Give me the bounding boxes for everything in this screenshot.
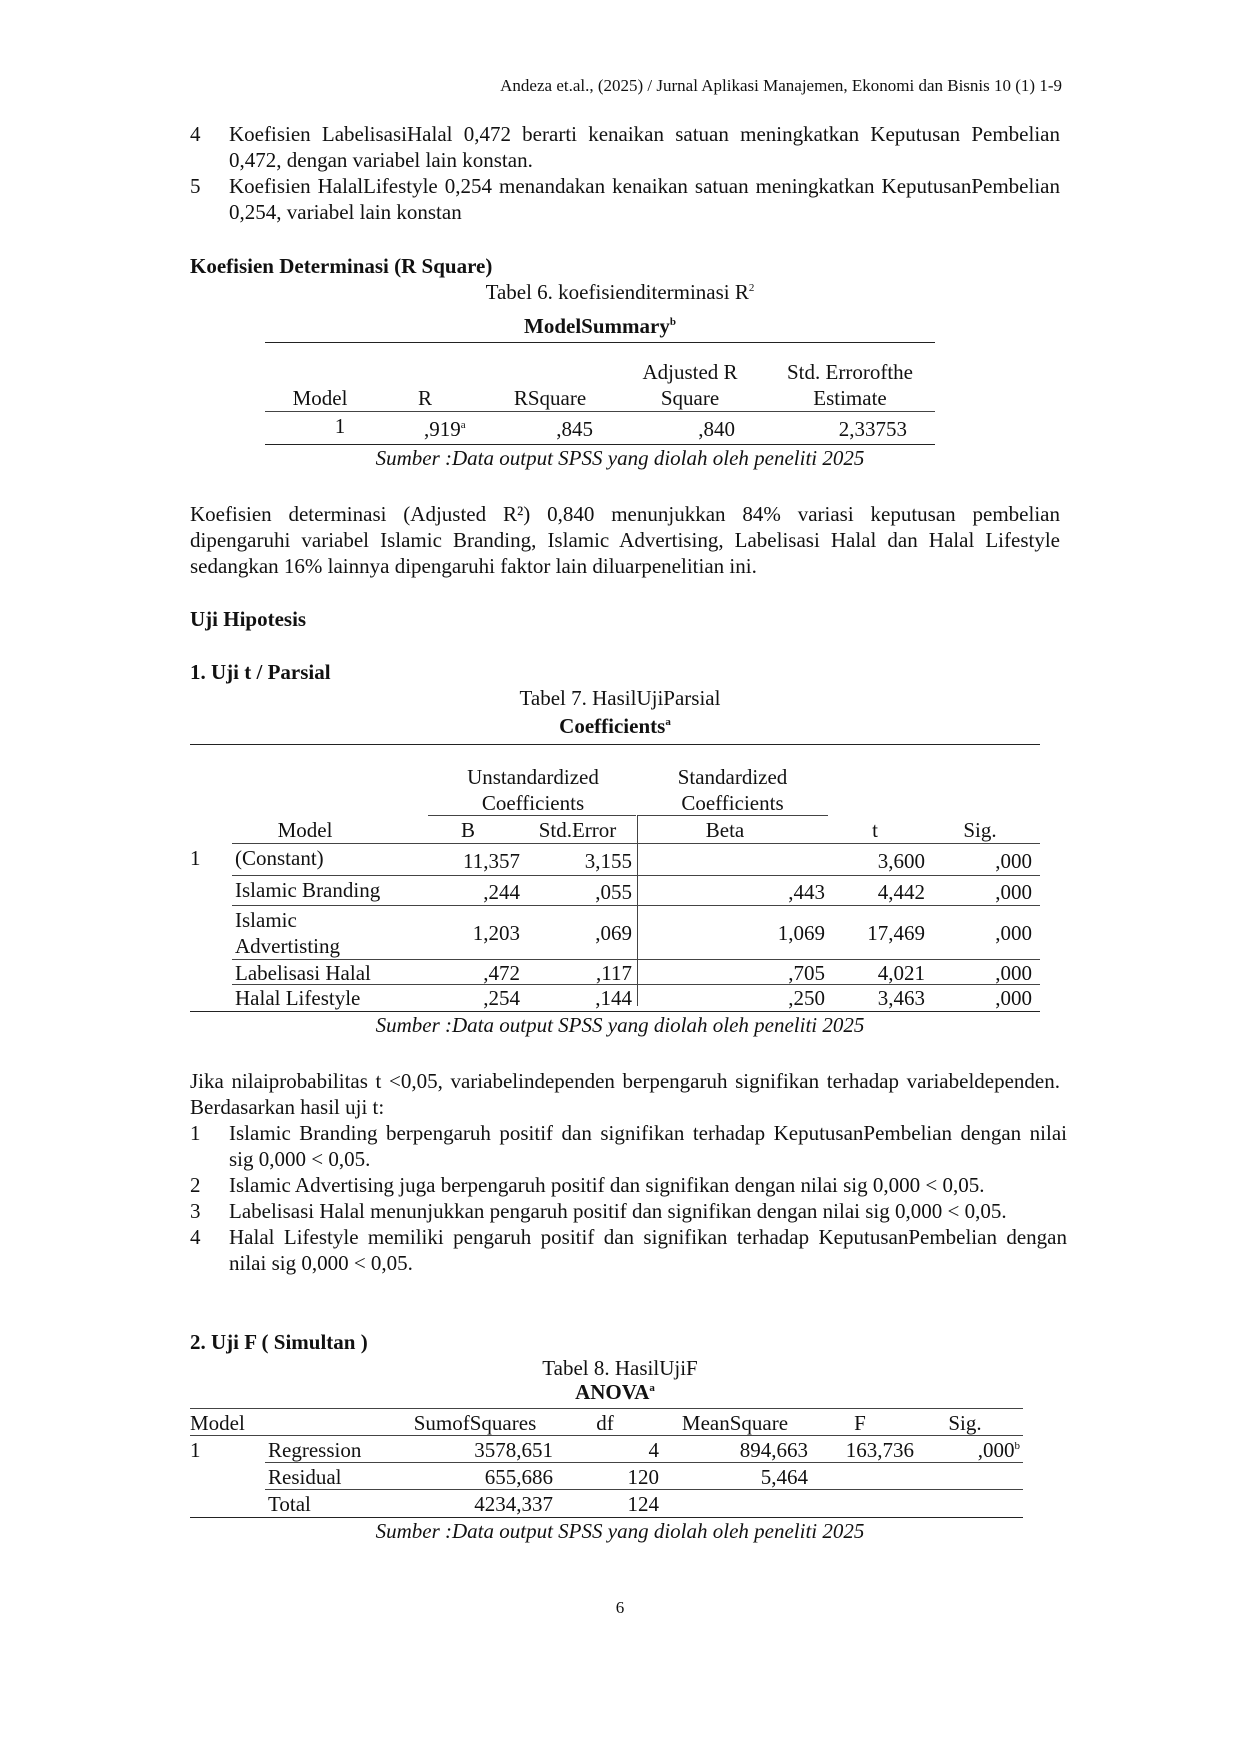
table7-row3-sig: ,000 <box>995 961 1032 985</box>
table7-header-sig: Sig. <box>963 818 997 842</box>
table7-row1-name: Islamic Branding <box>235 878 381 902</box>
table8-row1-ss: 655,686 <box>484 1465 553 1489</box>
table7-row4-t: 3,463 <box>877 986 925 1010</box>
list-item <box>190 1120 1067 1172</box>
table8-row0-ms: 894,663 <box>739 1438 808 1462</box>
t-test-paragraph: Jika nilaiprobabilitas t <0,05, variabelindependen berpengaruh signifikan terhadap variabeldependen. Berdasarkan hasil uji t: <box>190 1069 1060 1119</box>
table7-row2-name-2: Advertisting <box>235 934 340 958</box>
table8-model-num: 1 <box>190 1438 201 1462</box>
table6-r-sup: a <box>460 419 466 431</box>
table7-row0-sig: ,000 <box>995 849 1032 873</box>
table8-header-sig: Sig. <box>948 1411 982 1435</box>
table8-header-df: df <box>596 1411 614 1435</box>
table7-source: Sumber :Data output SPSS yang diolah oleh peneliti 2025 <box>375 1013 865 1037</box>
table8-row1-ms: 5,464 <box>760 1465 808 1489</box>
table7-row2-name-1: Islamic <box>235 908 297 932</box>
table8-header-model: Model <box>190 1411 245 1435</box>
table8-row2-ss: 4234,337 <box>474 1492 553 1516</box>
list-number: 3 <box>190 1199 201 1223</box>
table6-header-rsquare: RSquare <box>513 386 587 410</box>
table7-row2-sig: ,000 <box>995 921 1032 945</box>
table7-header-beta: Beta <box>705 818 745 842</box>
table8-row-rule <box>265 1462 1023 1463</box>
table7-row2-beta: 1,069 <box>777 921 825 945</box>
table7-row3-beta: ,705 <box>788 961 825 985</box>
list-number: 4 <box>190 1225 201 1249</box>
table8-row0-sig <box>920 1437 1020 1463</box>
table7-title-text: Coefficients <box>559 714 666 738</box>
table7-std-rule <box>638 815 828 816</box>
table6-header-std-1: Std. Errorofthe <box>787 360 913 384</box>
table7-row1-beta: ,443 <box>788 880 825 904</box>
table7-unstd-rule <box>428 815 636 816</box>
table6-row-r <box>424 416 466 442</box>
table8-header-ms: MeanSquare <box>681 1411 789 1435</box>
table6-title <box>265 314 935 339</box>
list-text: Koefisien LabelisasiHalal 0,472 berarti kenaikan satuan meningkatkan Keputusan Pembelian 0,472, dengan variabel lain konstan. <box>229 122 1060 172</box>
table8-header-rule <box>190 1435 1023 1436</box>
table7-row0-se: 3,155 <box>584 849 632 873</box>
table8-source: Sumber :Data output SPSS yang diolah oleh peneliti 2025 <box>375 1519 865 1543</box>
table8-row2-name: Total <box>268 1492 311 1516</box>
table6-bottom-rule <box>265 444 935 445</box>
list-item <box>190 1224 1067 1276</box>
table7-model-num: 1 <box>190 846 201 870</box>
table7-row4-b: ,254 <box>483 986 520 1010</box>
table8-header-ss: SumofSquares <box>413 1411 537 1435</box>
table6-header-adj-2: Square <box>660 386 720 410</box>
table7-title-sup: a <box>665 716 671 728</box>
table7-row1-sig: ,000 <box>995 880 1032 904</box>
table6-row-model: 1 <box>334 414 346 438</box>
table8-title <box>190 1380 1040 1405</box>
section-heading-t-test: 1. Uji t / Parsial <box>190 660 331 684</box>
list-text: Koefisien HalalLifestyle 0,254 menandakan kenaikan satuan meningkatkan KeputusanPembelian 0,254, variabel lain konstan <box>229 174 1060 224</box>
table6-caption <box>0 280 1240 305</box>
table8-top-rule <box>190 1408 1023 1409</box>
table8-bottom-rule <box>190 1517 1023 1518</box>
table7-row0-name: (Constant) <box>235 846 324 870</box>
table7-row2-t: 17,469 <box>867 921 925 945</box>
table6-row-rsquare: ,845 <box>556 417 593 441</box>
table8-header-f: F <box>854 1411 866 1435</box>
table8-row0-sig-sup: b <box>1014 1440 1020 1452</box>
table7-top-rule <box>190 744 1040 745</box>
table8-title-text: ANOVA <box>575 1380 650 1404</box>
table6-source: Sumber :Data output SPSS yang diolah oleh peneliti 2025 <box>375 446 865 470</box>
table7-row2-b: 1,203 <box>472 921 520 945</box>
table7-row0-t: 3,600 <box>877 849 925 873</box>
table7-header-rule <box>232 843 1040 844</box>
table7-row4-se: ,144 <box>595 986 632 1010</box>
list-text: Halal Lifestyle memiliki pengaruh positif dan signifikan terhadap KeputusanPembelian dengan nilai sig 0,000 < 0,05. <box>229 1225 1067 1275</box>
list-item <box>190 1198 1067 1224</box>
table6-row-adj: ,840 <box>698 417 735 441</box>
table6-header-r: R <box>417 386 432 410</box>
list-number: 1 <box>190 1121 201 1145</box>
table6-title-sup: b <box>669 316 676 328</box>
table6-top-rule <box>265 342 935 343</box>
table7-row-rule <box>232 875 1040 876</box>
table8-title-sup: a <box>649 1382 655 1394</box>
table7-header-std-1: Standardized <box>677 765 788 789</box>
table6-header-rule <box>265 411 935 412</box>
list-number: 4 <box>190 122 201 146</box>
section-heading-determination: Koefisien Determinasi (R Square) <box>190 254 493 278</box>
table7-column-divider <box>637 815 638 1006</box>
table7-caption: Tabel 7. HasilUjiParsial <box>519 686 721 710</box>
table7-header-unstd-1: Unstandardized <box>467 765 599 789</box>
table7-row0-b: 11,357 <box>463 849 520 873</box>
list-text: Islamic Branding berpengaruh positif dan signifikan terhadap KeputusanPembelian dengan nilai sig 0,000 < 0,05. <box>229 1121 1067 1171</box>
section-heading-hypothesis: Uji Hipotesis <box>190 607 307 631</box>
table8-row0-df: 4 <box>648 1438 659 1462</box>
table7-row1-se: ,055 <box>595 880 632 904</box>
coefficient-interpretation-list <box>190 121 1060 225</box>
page-number: 6 <box>615 1598 625 1617</box>
table7-row4-beta: ,250 <box>788 986 825 1010</box>
table7-row3-b: ,472 <box>483 961 520 985</box>
list-item <box>190 173 1060 225</box>
table7-header-t: t <box>872 818 878 842</box>
table7-row3-name: Labelisasi Halal <box>235 961 371 985</box>
table7-row3-t: 4,021 <box>877 961 925 985</box>
list-text: Labelisasi Halal menunjukkan pengaruh positif dan signifikan dengan nilai sig 0,000 < 0,05. <box>229 1199 1007 1223</box>
list-number: 2 <box>190 1173 201 1197</box>
table8-row-rule <box>265 1489 1023 1490</box>
table8-row0-sig-value: ,000 <box>977 1438 1015 1462</box>
running-header: Andeza et.al., (2025) / Jurnal Aplikasi Manajemen, Ekonomi dan Bisnis 10 (1) 1-9 <box>500 76 1062 95</box>
list-number: 5 <box>190 174 201 198</box>
list-item <box>190 121 1060 173</box>
table6-header-adj-1: Adjusted R <box>642 360 738 384</box>
table7-title <box>190 714 1040 739</box>
table8-caption: Tabel 8. HasilUjiF <box>542 1356 698 1380</box>
table6-row-std: 2,33753 <box>838 417 907 441</box>
table6-title-text: ModelSummary <box>524 314 670 338</box>
table7-row1-b: ,244 <box>483 880 520 904</box>
table8-row1-df: 120 <box>627 1465 659 1489</box>
table7-row1-t: 4,442 <box>877 880 925 904</box>
section-heading-f-test: 2. Uji F ( Simultan ) <box>190 1330 368 1354</box>
table6-header-model: Model <box>292 386 348 410</box>
table7-row4-name: Halal Lifestyle <box>235 986 361 1010</box>
table8-row0-ss: 3578,651 <box>474 1438 553 1462</box>
table7-row2-se: ,069 <box>595 921 632 945</box>
table7-row-rule <box>232 905 1040 906</box>
determination-paragraph: Koefisien determinasi (Adjusted R²) 0,840 menunjukkan 84% variasi keputusan pembelian dipengaruhi variabel Islamic Branding, Islamic Advertising, Labelisasi Halal dan Halal Lifestyle sedangkan 16% lainnya dipengaruhi faktor lain diluarpenelitian ini. <box>190 502 1060 578</box>
table7-header-model: Model <box>277 818 333 842</box>
table6-caption-sup: 2 <box>748 282 755 294</box>
table7-header-unstd-2: Coefficients <box>481 791 585 815</box>
table8-row1-name: Residual <box>268 1465 342 1489</box>
table7-header-stderr: Std.Error <box>538 818 617 842</box>
table8-row0-name: Regression <box>268 1438 362 1462</box>
table6-header-std-2: Estimate <box>813 386 887 410</box>
table7-row4-sig: ,000 <box>995 986 1032 1010</box>
table7-header-b: B <box>460 818 475 842</box>
table6-r-value: ,919 <box>424 417 461 441</box>
table7-row3-se: ,117 <box>596 961 632 985</box>
table6-caption-text: Tabel 6. koefisienditerminasi R <box>485 280 749 304</box>
table7-header-std-2: Coefficients <box>681 791 784 815</box>
table8-row2-df: 124 <box>627 1492 659 1516</box>
table7-bottom-rule <box>190 1011 1040 1012</box>
t-test-result-list <box>190 1120 1067 1276</box>
table8-row0-f: 163,736 <box>845 1438 914 1462</box>
list-item <box>190 1172 1067 1198</box>
list-text: Islamic Advertising juga berpengaruh positif dan signifikan dengan nilai sig 0,000 < 0,05. <box>229 1173 985 1197</box>
